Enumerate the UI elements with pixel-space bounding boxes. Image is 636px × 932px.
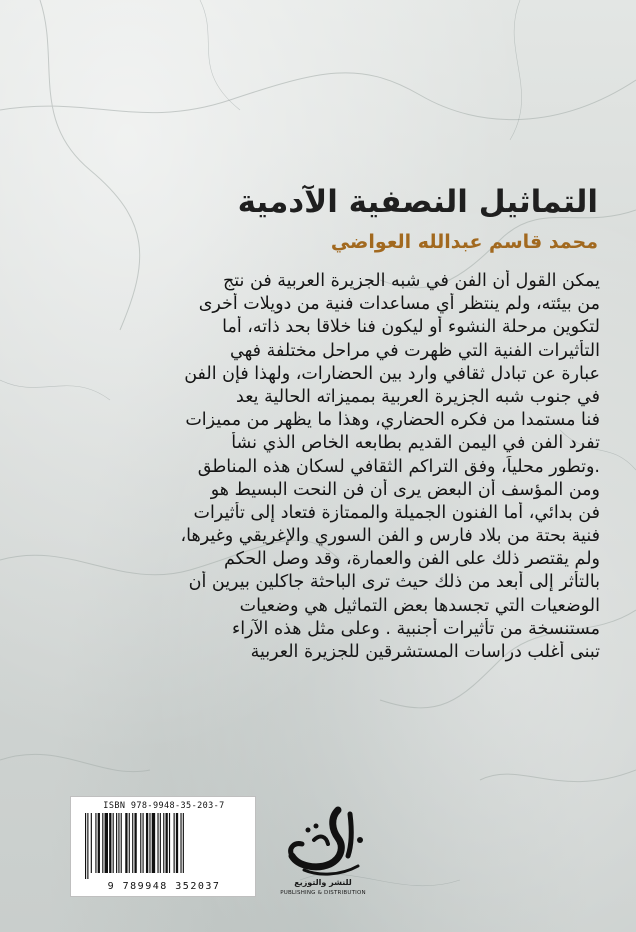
- blurb-line: ولم يقتصر ذلك على الفن والعمارة، وقد وصل الحكم: [223, 549, 600, 570]
- blurb-line: لتكوين مرحلة النشوء أو ليكون فنا خلاقا بحد ذاته، أما: [222, 317, 600, 338]
- author-name: محمد قاسم عبدالله العواضي: [330, 231, 598, 253]
- blurb-line: تفرد الفن في اليمن القديم بطابعه الخاص الذي نشأ: [231, 433, 600, 454]
- barcode-bars: [83, 813, 245, 879]
- blurb-line: من بيئته، ولم ينتظر أي مساعدات فنية من دويلات أخرى: [198, 294, 600, 315]
- blurb-line: يمكن القول أن الفن في شبه الجزيرة العربية فن نتج: [222, 271, 600, 291]
- isbn-barcode: [70, 796, 256, 897]
- barcode-digits: 9 789948 352037: [107, 881, 221, 892]
- blurb-line: ومن المؤسف أن البعض يرى أن فن النحت البسيط هو: [210, 479, 600, 500]
- blurb-line: فنا مستمدا من فكره الحضاري، وهذا ما يظهر من مميزات: [185, 410, 600, 431]
- blurb-line: مستنسخة من تأثيرات أجنبية . وعلى مثل هذه الآراء: [232, 618, 600, 639]
- blurb-text: [28, 270, 600, 664]
- publisher-logo: [268, 800, 378, 910]
- blurb-line: .وتطور محلياً، وفق التراكم الثقافي لسكان هذه المناطق: [197, 456, 600, 477]
- book-title: التماثيل النصفية الآدمية: [237, 184, 598, 220]
- blurb-line: في جنوب شبه الجزيرة العربية بمميزاته الحالية يعد: [236, 386, 600, 407]
- blurb-line: بالتأثر إلى أبعد من ذلك حيث ترى الباحثة جاكلين بيرين أن: [188, 572, 600, 593]
- blurb-line: فن بدائي، أما الفنون الجميلة والممتازة فتعاد إلى تأثيرات: [193, 502, 600, 523]
- blurb-line: التأثيرات الفنية التي ظهرت في مراحل مختلفة فهي: [230, 340, 600, 361]
- blurb-line: الوضعيات التي تجسدها بعض التماثيل هي وضعيات: [239, 595, 600, 616]
- publisher-name-arabic: للنشر والتوزيع: [294, 878, 352, 887]
- mala-mih-calligraphy-logo-icon: [268, 800, 378, 880]
- blurb-line: فنية بحتة من بلاد فارس و الفن السوري والإغريقي وغيرها،: [180, 526, 600, 547]
- blurb-line: تبنى أغلب دراسات المستشرقين للجزيرة العربية: [250, 642, 600, 662]
- isbn-label: ISBN 978-9948-35-203-7: [103, 801, 225, 811]
- publisher-name-english: PUBLISHING & DISTRIBUTION: [280, 890, 366, 896]
- blurb-line: عبارة عن تبادل ثقافي وارد بين الحضارات، ولهذا فإن الفن: [184, 363, 600, 384]
